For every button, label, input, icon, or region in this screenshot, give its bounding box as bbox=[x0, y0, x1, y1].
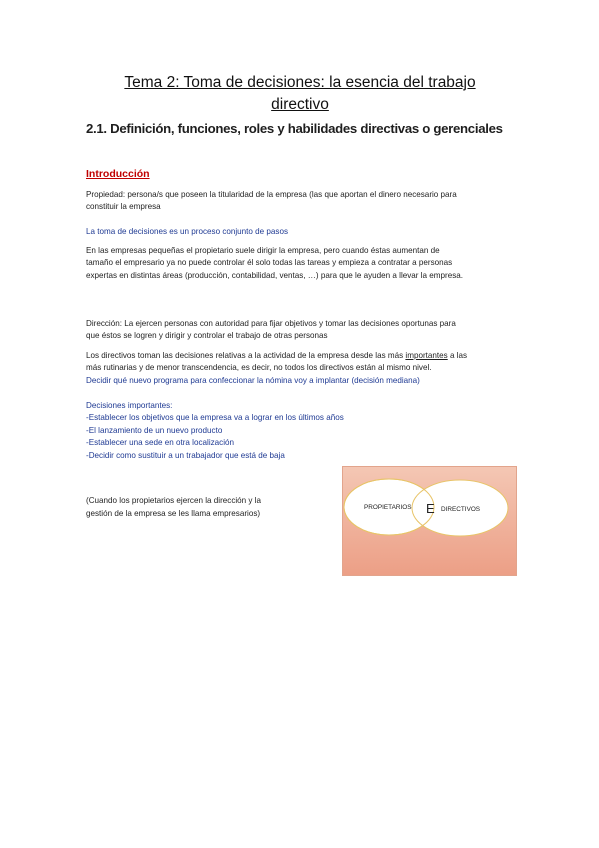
note-line-2: gestión de la empresa se les llama empresarios) bbox=[86, 508, 261, 518]
decisiones-list bbox=[86, 400, 516, 462]
directivos-paragraph bbox=[86, 350, 516, 387]
propiedad-line-2: constituir la empresa bbox=[86, 202, 161, 212]
list-item: -Establecer una sede en otra localización bbox=[86, 438, 235, 448]
empresarios-note bbox=[86, 495, 316, 520]
direccion-line-1: Dirección: La ejercen personas con autoridad para fijar objetivos y tomar las decisiones oportunas para bbox=[86, 319, 456, 328]
directivos-line-1b: a las bbox=[447, 351, 468, 360]
intro-heading: Introducción bbox=[86, 168, 150, 180]
decisiones-heading: Decisiones importantes: bbox=[86, 401, 173, 410]
list-item: -Establecer los objetivos que la empresa va a lograr en los últimos años bbox=[86, 413, 344, 423]
directivos-line-2: más rutinarias y de menor transcendencia, es decir, no todos los directivos están al mismo nivel. bbox=[86, 363, 432, 373]
title-line-1: Tema 2: Toma de decisiones: la esencia del trabajo bbox=[124, 74, 476, 91]
propiedad-paragraph bbox=[86, 189, 516, 214]
empresas-line-2: tamaño el empresario ya no puede controlar él solo todas las tareas y empieza a contratar a personas bbox=[86, 258, 453, 268]
empresas-paragraph bbox=[86, 245, 516, 282]
directivos-line-3: Decidir qué nuevo programa para confeccionar la nómina voy a implantar (decisión mediana) bbox=[86, 375, 420, 385]
directivos-line-1a: Los directivos toman las decisiones relativas a la actividad de la empresa desde las más bbox=[86, 351, 406, 360]
list-item: -El lanzamiento de un nuevo producto bbox=[86, 425, 223, 435]
direccion-paragraph bbox=[86, 318, 516, 343]
toma-decisiones-line: La toma de decisiones es un proceso conjunto de pasos bbox=[86, 227, 289, 236]
empresas-line-3: expertas en distintas áreas (producción, contabilidad, ventas, …) para que le ayuden a llevar la empresa. bbox=[86, 270, 464, 280]
section-heading: 2.1. Definición, funciones, roles y habilidades directivas o gerenciales bbox=[86, 121, 503, 136]
list-item: -Decidir como sustituir a un trabajador que está de baja bbox=[86, 450, 285, 460]
note-line-1: (Cuando los propietarios ejercen la dirección y la bbox=[86, 496, 262, 505]
propiedad-line-1: Propiedad: persona/s que poseen la titularidad de la empresa (las que aportan el dinero necesario para bbox=[86, 190, 457, 199]
page-title bbox=[80, 72, 520, 116]
overlap-label: E bbox=[426, 501, 435, 516]
title-line-2: directivo bbox=[271, 96, 329, 113]
direccion-line-2: que éstos se logren y dirigir y controlar el trabajo de otras personas bbox=[86, 331, 328, 341]
venn-diagram bbox=[342, 466, 517, 576]
propietarios-label: PROPIETARIOS bbox=[364, 504, 412, 511]
directivos-label: DIRECTIVOS bbox=[441, 506, 481, 513]
empresas-line-1: En las empresas pequeñas el propietario suele dirigir la empresa, pero cuando éstas aumentan de bbox=[86, 246, 440, 255]
directivos-underlined-word: importantes bbox=[405, 351, 448, 360]
